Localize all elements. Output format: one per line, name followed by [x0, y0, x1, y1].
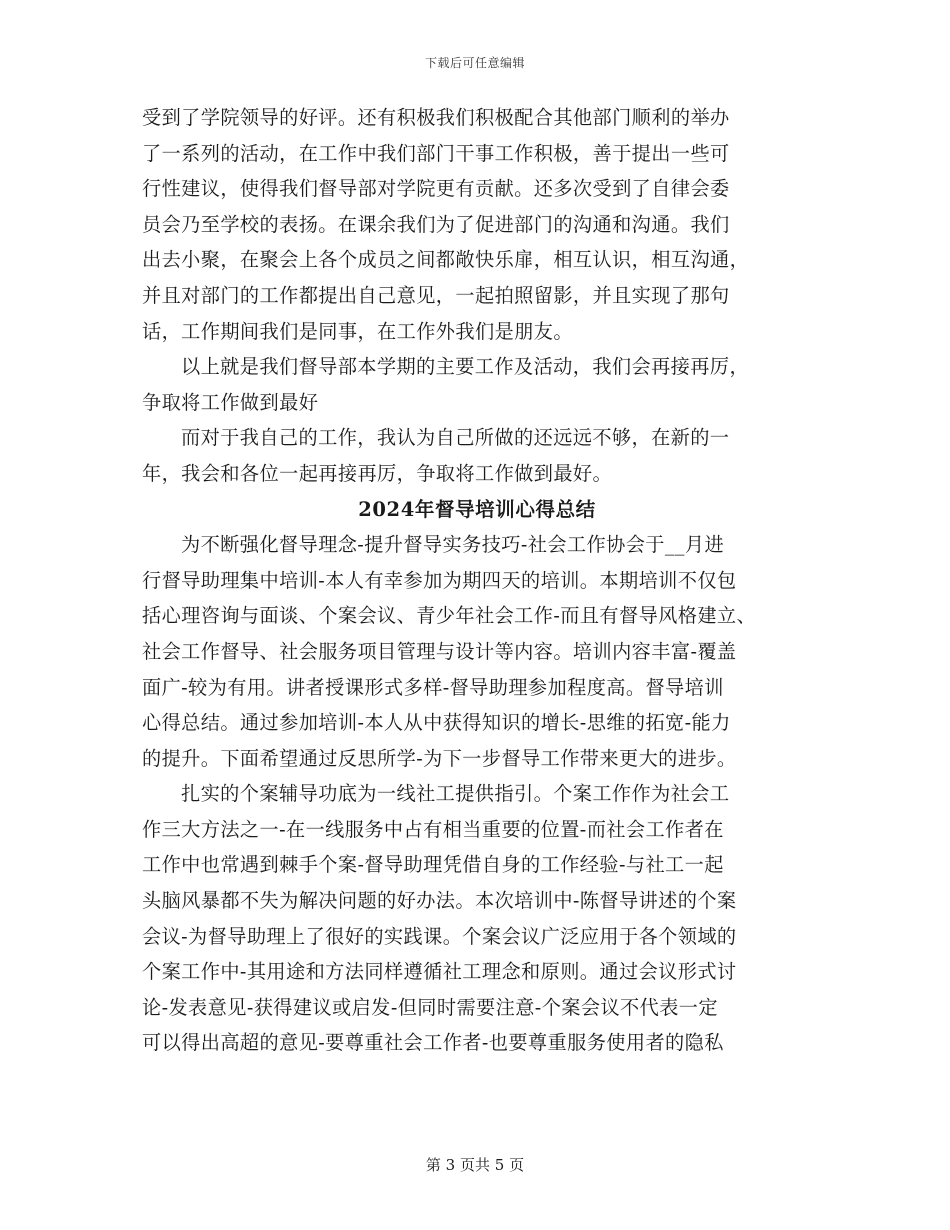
text-line: 话，工作期间我们是同事，在工作外我们是朋友。	[142, 319, 573, 343]
text-line: 为不断强化督导理念-提升督导实务技巧-社会工作协会于__月进	[181, 533, 725, 557]
text-line: 行性建议，使得我们督导部对学院更有贡献。还多次受到了自律会委	[142, 177, 730, 201]
text-line: 年，我会和各位一起再接再厉，争取将工作做到最好。	[142, 461, 613, 485]
text-line: 会议-为督导助理上了很好的实践课。个案会议广泛应用于各个领域的	[142, 924, 737, 948]
text-line: 并且对部门的工作都提出自己意见，一起拍照留影，并且实现了那句	[142, 283, 730, 307]
text-line: 面广-较为有用。讲者授课形式多样-督导助理参加程度高。督导培训	[142, 675, 724, 699]
text-line: 以上就是我们督导部本学期的主要工作及活动，我们会再接再厉，	[181, 355, 750, 379]
document-body	[142, 100, 812, 1061]
text-line: 受到了学院领导的好评。还有积极我们积极配合其他部门顺利的举办	[142, 106, 730, 129]
page-footer: 第 3 页共 5 页	[425, 1156, 525, 1174]
text-line: 作三大方法之一-在一线服务中占有相当重要的位置-而社会工作者在	[142, 817, 724, 841]
text-line: 工作中也常遇到棘手个案-督导助理凭借自身的工作经验-与社工一起	[142, 853, 724, 877]
text-line: 心得总结。通过参加培训-本人从中获得知识的增长-思维的拓宽-能力	[142, 711, 731, 735]
page-header: 下载后可任意编辑	[424, 56, 525, 70]
text-line: 的提升。下面希望通过反思所学-为下一步督导工作带来更大的进步。	[142, 746, 737, 770]
text-line: 争取将工作做到最好	[142, 390, 319, 414]
text-line: 可以得出高超的意见-要尊重社会工作者-也要尊重服务使用者的隐私	[142, 1031, 724, 1055]
text-line: 出去小聚，在聚会上各个成员之间都敞快乐扉，相互认识，相互沟通，	[142, 248, 750, 272]
text-line: 而对于我自己的工作，我认为自己所做的还远远不够，在新的一	[181, 426, 730, 450]
text-line: 论-发表意见-获得建议或启发-但同时需要注意-个案会议不代表一定	[142, 995, 718, 1019]
text-line: 个案工作中-其用途和方法同样遵循社工理念和原则。通过会议形式讨	[142, 960, 737, 984]
section-title: 2024年督导培训心得总结	[358, 497, 596, 521]
text-line: 员会乃至学校的表扬。在课余我们为了促进部门的沟通和沟通。我们	[142, 212, 730, 236]
text-line: 了一系列的活动，在工作中我们部门干事工作积极，善于提出一些可	[142, 141, 730, 165]
text-line: 扎实的个案辅导功底为一线社工提供指引。个案工作作为社会工	[181, 782, 730, 806]
text-line: 社会工作督导、社会服务项目管理与设计等内容。培训内容丰富-覆盖	[142, 639, 737, 663]
text-line: 括心理咨询与面谈、个案会议、青少年社会工作-而且有督导风格建立、	[142, 604, 757, 628]
text-line: 行督导助理集中培训-本人有幸参加为期四天的培训。本期培训不仅包	[142, 568, 737, 592]
text-line: 头脑风暴都不失为解决问题的好办法。本次培训中-陈督导讲述的个案	[142, 889, 737, 913]
